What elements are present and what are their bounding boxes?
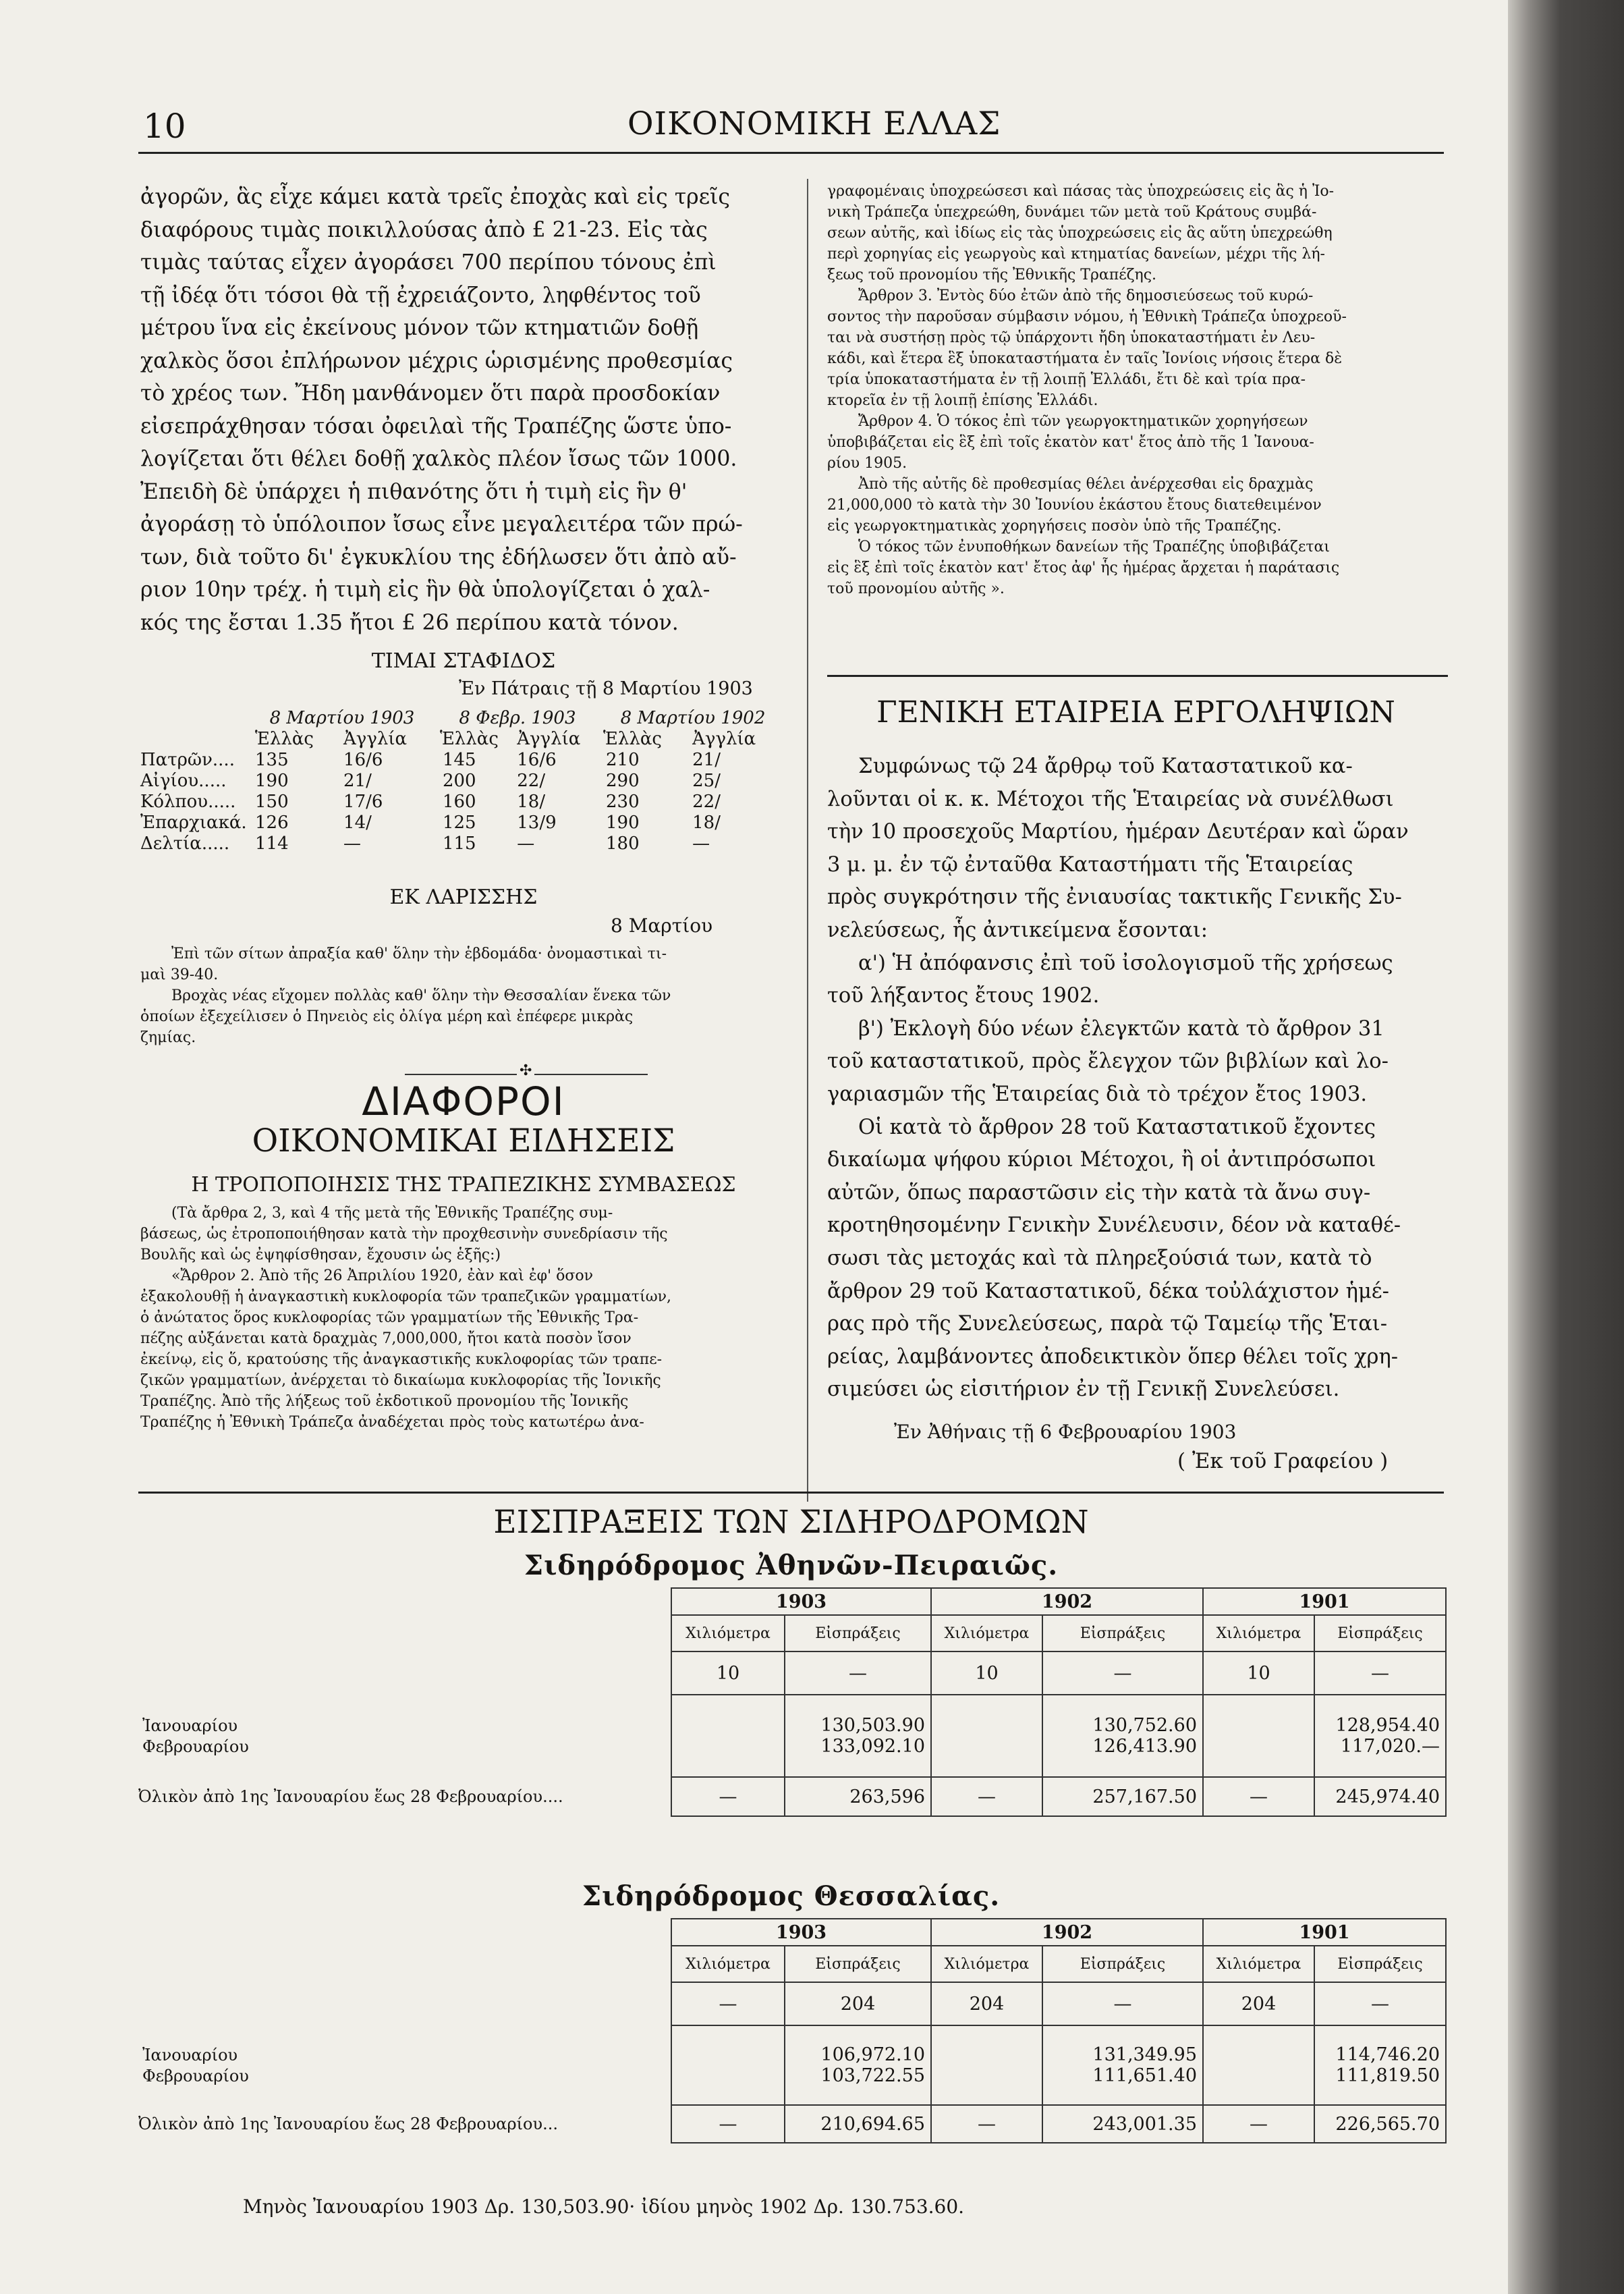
dash-cell: — xyxy=(931,1777,1042,1816)
place-cell: Πατρῶν.... xyxy=(140,749,235,770)
date-header: 8 Φεβρ. 1903 xyxy=(459,707,576,728)
notice-line: σιμεύσει ὡς εἰσιτήριον ἐν τῇ Γενικῇ Συνελεύσει. xyxy=(827,1377,1340,1402)
article-line: κός της ἔσται 1.35 ἤτοι £ 26 περίπου κατὰ τόνον. xyxy=(140,610,679,635)
revenue-value: 133,092.10 xyxy=(785,1736,931,1757)
col-label: Ἑλλὰς xyxy=(603,728,662,749)
continuation-line: τοῦ προνομίου αὐτῆς ». xyxy=(827,580,1005,597)
continuation-line: εἰς γεωργοκτηματικὰς χορηγήσεις ποσὸν ὑπὸ τῆς Τραπέζης. xyxy=(827,518,1282,535)
thessaly-railway-title: Σιδηρόδρομος Θεσσαλίας. xyxy=(582,1880,1001,1912)
table-row xyxy=(140,812,787,833)
raisin-place-date: Ἐν Πάτραις τῇ 8 Μαρτίου 1903 xyxy=(459,678,753,699)
section-subtitle: ΟΙΚΟΝΟΜΙΚΑΙ ΕΙΔΗΣΕΙΣ xyxy=(252,1122,675,1159)
notice-signature: ( Ἐκ τοῦ Γραφείου ) xyxy=(1177,1449,1389,1473)
amendment-line: ζικῶν γραμματίων, ἀνέρχεται τὸ δικαίωμα κυκλοφορίας τῆς Ἰονικῆς xyxy=(140,1372,661,1389)
amendment-title: Η ΤΡΟΠΟΠΟΙΗΣΙΣ ΤΗΣ ΤΡΑΠΕΖΙΚΗΣ ΣΥΜΒΑΣΕΩΣ xyxy=(191,1173,736,1197)
year-header: 1902 xyxy=(931,1588,1203,1615)
amendment-line: πέζης αὐξάνεται κατὰ δραχμὰς 7,000,000, ἤτοι κατὰ ποσὸν ἴσον xyxy=(140,1330,632,1347)
value-cell: 16/6 xyxy=(517,749,557,770)
value-cell: 160 xyxy=(442,791,476,812)
total-label: Ὀλικὸν ἀπὸ 1ης Ἰανουαρίου ἕως 28 Φεβρουαρίου.... xyxy=(138,1787,563,1806)
larissa-report xyxy=(140,944,787,1048)
article-line: εἰσεπράχθησαν τόσαι ὀφειλαὶ τῆς Τραπέζης ὥστε ὑπο- xyxy=(140,414,732,439)
copper-article xyxy=(140,181,787,639)
section-title: ΔΙΑΦΟΡΟΙ xyxy=(362,1078,565,1124)
continuation-line: ὑποβιβάζεται εἰς ἓξ ἐπὶ τοῖς ἑκατὸν κατ' ἔτος ἀπὸ τῆς 1 Ἰανουα- xyxy=(827,434,1314,451)
continuation-line: σοντος τὴν παροῦσαν σύμβασιν νόμου, ἡ Ἐθνικὴ Τράπεζα ὑποχρεοῦ- xyxy=(827,308,1347,325)
col-label: Ἀγγλία xyxy=(692,728,756,749)
amendment-line: «Ἄρθρον 2. Ἀπὸ τῆς 26 Ἀπριλίου 1920, ἐὰν καὶ ἐφ' ὅσον xyxy=(171,1267,594,1284)
revenue-value: 111,651.40 xyxy=(1042,2065,1203,2086)
raisin-prices-title: ΤΙΜΑΙ ΣΤΑΦΙΔΟΣ xyxy=(371,649,556,673)
railway-receipts-title: ΕΙΣΠΡΑΞΕΙΣ ΤΩΝ ΣΙΔΗΡΟΔΡΟΜΩΝ xyxy=(493,1504,1089,1541)
notice-line: πρὸς συγκρότησιν τῆς ἐνιαυσίας τακτικῆς Γενικῆς Συ- xyxy=(827,885,1402,910)
continuation-line: κάδι, καὶ ἕτερα ἓξ ὑποκαταστήματα ἐν ταῖς Ἰονίοις νήσοις ἕτερα δὲ xyxy=(827,350,1343,367)
revenue-value: 130,503.90 xyxy=(785,1715,931,1736)
notice-line: Συμφώνως τῷ 24 ἄρθρῳ τοῦ Καταστατικοῦ κα- xyxy=(858,755,1353,778)
month-label: Ἰανουαρίου xyxy=(142,1716,238,1735)
table-row xyxy=(140,791,787,812)
place-cell: Αἰγίου..... xyxy=(140,770,227,791)
year-header: 1903 xyxy=(671,1919,931,1946)
km-value: 10 xyxy=(1203,1651,1314,1695)
dash-cell: — xyxy=(931,2105,1042,2143)
km-value: 10 xyxy=(671,1651,785,1695)
table-row xyxy=(138,1736,1446,1757)
km-value: 204 xyxy=(785,1982,931,2025)
col-label: Ἀγγλία xyxy=(343,728,408,749)
continuation-line: σεων αὐτῆς, καὶ ἰδίως εἰς τὰς ὑποχρεώσεις εἰς ἃς αὕτη ὑπεχρεώθη xyxy=(827,225,1333,242)
total-value: 226,565.70 xyxy=(1314,2105,1446,2143)
col-label: Ἑλλὰς xyxy=(439,728,499,749)
revenue-value: 117,020.— xyxy=(1314,1736,1446,1757)
year-header: 1903 xyxy=(671,1588,931,1615)
amendment-line: Βουλῆς καὶ ὡς ἐψηφίσθησαν, ἔχουσιν ὡς ἑξῆς:) xyxy=(140,1247,501,1263)
km-header: Χιλιόμετρα xyxy=(671,1946,785,1982)
continuation-line: εἰς ἓξ ἐπὶ τοῖς ἑκατὸν κατ' ἔτος ἀφ' ἧς ἡμέρας ἄρχεται ἡ παράτασις xyxy=(827,559,1340,576)
amendment-line: Τραπέζης. Ἀπὸ τῆς λήξεως τοῦ ἐκδοτικοῦ προνομίου τῆς Ἰονικῆς xyxy=(140,1393,629,1410)
railway-footnote: Μηνὸς Ἰανουαρίου 1903 Δρ. 130,503.90· ἰδίου μηνὸς 1902 Δρ. 130.753.60. xyxy=(243,2195,965,2218)
book-spine-edge xyxy=(1508,0,1624,2294)
amendment-continuation xyxy=(827,181,1445,599)
revenue-value: 103,722.55 xyxy=(785,2065,931,2086)
year-header: 1902 xyxy=(931,1919,1203,1946)
total-value: 243,001.35 xyxy=(1042,2105,1203,2143)
value-cell: 210 xyxy=(606,749,640,770)
value-cell: 16/6 xyxy=(343,749,383,770)
value-cell: 190 xyxy=(606,812,640,833)
raisin-prices-table xyxy=(140,707,787,854)
total-row xyxy=(138,1777,1446,1816)
value-cell: 17/6 xyxy=(343,791,383,812)
section-rule xyxy=(138,1492,1444,1494)
col-label: Ἑλλὰς xyxy=(255,728,314,749)
athens-piraeus-railway-title: Σιδηρόδρομος Ἀθηνῶν-Πειραιῶς. xyxy=(524,1550,1059,1581)
continuation-line: Ὁ τόκος τῶν ἐνυποθήκων δανείων τῆς Τραπέζης ὑποβιβάζεται xyxy=(858,539,1331,555)
continuation-line: Ἄρθρον 4. Ὁ τόκος ἐπὶ τῶν γεωργοκτηματικῶν χορηγήσεων xyxy=(858,413,1308,430)
running-title: ΟΙΚΟΝΟΜΙΚΗ ΕΛΛΑΣ xyxy=(627,105,1001,142)
value-cell: 230 xyxy=(606,791,640,812)
amendment-line: ὁ ἀνώτατος ὅρος κυκλοφορίας τῶν γραμματίων τῆς Ἐθνικῆς Τρα- xyxy=(140,1309,639,1326)
amendment-line: ἐκείνῳ, εἰς ὅ, κρατούσης τῆς ἀναγκαστικῆς κυκλοφορίας τῶν τραπε- xyxy=(140,1351,663,1368)
continuation-line: ται νὰ συστήσῃ πρὸς τῷ ὑπάρχοντι ἤδη ὑποκαταστήματι ἐν Λευ- xyxy=(827,329,1316,346)
notice-line: γαριασμῶν τῆς Ἑταιρείας διὰ τὸ τρέχον ἔτος 1903. xyxy=(827,1082,1368,1106)
notice-line: ρας πρὸ τῆς Συνελεύσεως, παρὰ τῷ Ταμείῳ τῆς Ἑται- xyxy=(827,1312,1388,1336)
revenue-header: Εἰσπράξεις xyxy=(1314,1946,1446,1982)
notice-line: τὴν 10 προσεχοῦς Μαρτίου, ἡμέραν Δευτέραν καὶ ὥραν xyxy=(827,820,1409,844)
revenue-header: Εἰσπράξεις xyxy=(785,1946,931,1982)
notice-line: 3 μ. μ. ἐν τῷ ἐνταῦθα Καταστήματι τῆς Ἑταιρείας xyxy=(827,852,1353,877)
larissa-date: 8 Μαρτίου xyxy=(611,914,713,937)
dash-cell: — xyxy=(1042,1651,1203,1695)
value-cell: 25/ xyxy=(692,770,721,791)
report-line: μαὶ 39-40. xyxy=(140,966,219,983)
revenue-header: Εἰσπράξεις xyxy=(1314,1615,1446,1651)
notice-line: λοῦνται οἱ κ. κ. Μέτοχοι τῆς Ἑταιρείας νὰ συνέλθωσι xyxy=(827,787,1394,811)
total-label: Ὀλικὸν ἀπὸ 1ης Ἰανουαρίου ἕως 28 Φεβρουαρίου... xyxy=(138,2114,558,2133)
revenue-value: 126,413.90 xyxy=(1042,1736,1203,1757)
date-header: 8 Μαρτίου 1903 xyxy=(269,707,415,728)
table-row xyxy=(140,833,787,854)
value-cell: 200 xyxy=(442,770,476,791)
amendment-line: (Τὰ ἄρθρα 2, 3, καὶ 4 τῆς μετὰ τῆς Ἐθνικῆς Τραπέζης συμ- xyxy=(171,1205,613,1222)
table-row xyxy=(138,2044,1446,2065)
amendment-line: Τραπέζης ἡ Ἐθνικὴ Τράπεζα ἀναδέχεται πρὸς τοὺς κατωτέρω ἀνα- xyxy=(140,1414,644,1431)
value-cell: 115 xyxy=(442,833,476,854)
article-line: τῇ ἰδέᾳ ὅτι τόσοι θὰ τῇ ἐχρειάζοντο, ληφθέντος τοῦ xyxy=(140,283,701,308)
company-title: ΓΕΝΙΚΗ ΕΤΑΙΡΕΙΑ ΕΡΓΟΛΗΨΙΩΝ xyxy=(876,695,1395,730)
year-header: 1901 xyxy=(1203,1919,1446,1946)
article-line: τιμὰς ταύτας εἶχεν ἀγοράσει 700 περίπου τόνους ἐπὶ xyxy=(140,250,717,275)
notice-line: κροτηθησομένην Γενικὴν Συνέλευσιν, δέον νὰ καταθέ- xyxy=(827,1213,1401,1238)
value-cell: 18/ xyxy=(517,791,546,812)
amendment-text xyxy=(140,1203,787,1433)
notice-line: νελεύσεως, ἧς ἀντικείμενα ἔσονται: xyxy=(827,918,1208,942)
km-value: 204 xyxy=(1203,1982,1314,2025)
dash-cell: — xyxy=(1042,1982,1203,2025)
dash-cell: — xyxy=(1203,2105,1314,2143)
continuation-line: Ἄρθρον 3. Ἐντὸς δύο ἐτῶν ἀπὸ τῆς δημοσιεύσεως τοῦ κυρώ- xyxy=(858,288,1314,304)
value-cell: 18/ xyxy=(692,812,721,833)
notice-line: β') Ἐκλογὴ δύο νέων ἐλεγκτῶν κατὰ τὸ ἄρθρον 31 xyxy=(858,1016,1384,1041)
value-cell: 21/ xyxy=(343,770,372,791)
dash-cell: — xyxy=(1314,1982,1446,2025)
article-line: μέτρου ἵνα εἰς ἐκείνους μόνον τῶν κτηματιῶν δοθῇ xyxy=(140,316,699,340)
dash-cell: — xyxy=(671,2105,785,2143)
continuation-line: ρίου 1905. xyxy=(827,455,907,472)
value-cell: 180 xyxy=(606,833,640,854)
article-line: Ἐπειδὴ δὲ ὑπάρχει ἡ πιθανότης ὅτι ἡ τιμὴ εἰς ἣν θ' xyxy=(140,479,688,504)
value-cell: 114 xyxy=(255,833,289,854)
value-cell: — xyxy=(343,833,362,854)
article-line: λογίζεται ὅτι θέλει δοθῇ χαλκὸς πλέον ἴσως τῶν 1000. xyxy=(140,447,737,471)
continuation-line: τρία ὑποκαταστήματα ἐν τῇ λοιπῇ Ἑλλάδι, ἔτι δὲ καὶ τρία πρα- xyxy=(827,371,1306,388)
value-cell: 21/ xyxy=(692,749,721,770)
notice-line: αὐτῶν, ὅπως παραστῶσιν εἰς τὴν κατὰ τὰ ἄνω συγ- xyxy=(827,1180,1371,1205)
article-line: ριον 10ην τρέχ. ἡ τιμὴ εἰς ἣν θὰ ὑπολογίζεται ὁ χαλ- xyxy=(140,578,710,602)
value-cell: 135 xyxy=(255,749,289,770)
month-label: Φεβρουαρίου xyxy=(142,1737,249,1756)
athens-piraeus-table xyxy=(138,1587,1447,1817)
total-value: 245,974.40 xyxy=(1314,1777,1446,1816)
value-cell: 145 xyxy=(442,749,476,770)
company-notice xyxy=(827,750,1445,1407)
value-cell: 22/ xyxy=(692,791,721,812)
report-line: ὁποίων ἐξεχείλισεν ὁ Πηνειὸς εἰς ὀλίγα μέρη καὶ ἐπέφερε μικρὰς xyxy=(140,1008,634,1025)
km-header: Χιλιόμετρα xyxy=(1203,1946,1314,1982)
column-divider xyxy=(807,179,808,1502)
place-cell: Ἐπαρχιακά. xyxy=(140,812,247,833)
month-label: Φεβρουαρίου xyxy=(142,2066,249,2085)
value-cell: 190 xyxy=(255,770,289,791)
larissa-title: ΕΚ ΛΑΡΙΣΣΗΣ xyxy=(389,885,538,909)
report-line: ζημίας. xyxy=(140,1029,196,1046)
total-value: 257,167.50 xyxy=(1042,1777,1203,1816)
article-line: ἀγορῶν, ἃς εἶχε κάμει κατὰ τρεῖς ἐποχὰς καὶ εἰς τρεῖς xyxy=(140,185,731,209)
km-header: Χιλιόμετρα xyxy=(1203,1615,1314,1651)
value-cell: 13/9 xyxy=(517,812,557,833)
revenue-value: 114,746.20 xyxy=(1314,2044,1446,2065)
revenue-value: 131,349.95 xyxy=(1042,2044,1203,2065)
notice-line: α') Ἡ ἀπόφανσις ἐπὶ τοῦ ἰσολογισμοῦ τῆς χρήσεως xyxy=(858,951,1393,975)
article-line: διαφόρους τιμὰς ποικιλλούσας ἀπὸ £ 21-23. Εἰς τὰς xyxy=(140,217,708,242)
continuation-line: γραφομέναις ὑποχρεώσεσι καὶ πάσας τὰς ὑποχρεώσεις εἰς ἃς ἡ Ἰο- xyxy=(827,183,1335,200)
continuation-line: κτορεῖα ἐν τῇ λοιπῇ ἐπίσης Ἑλλάδι. xyxy=(827,392,1098,409)
amendment-line: βάσεως, ὡς ἐτροποποιήθησαν κατὰ τὴν προχθεσινὴν συνεδρίασιν τῆς xyxy=(140,1226,668,1242)
value-cell: — xyxy=(692,833,710,854)
article-line: χαλκὸς ὅσοι ἐπλήρωνον μέχρις ὡρισμένης προθεσμίας xyxy=(140,348,733,373)
km-header: Χιλιόμετρα xyxy=(931,1946,1042,1982)
total-row xyxy=(138,2105,1446,2143)
table-row xyxy=(140,770,787,791)
article-line: τὸ χρέος των. Ἤδη μανθάνομεν ὅτι παρὰ προσδοκίαν xyxy=(140,381,721,406)
notice-line: σωσι τὰς μετοχάς καὶ τὰ πληρεξούσιά των, κατὰ τὸ xyxy=(827,1246,1372,1270)
notice-line: ρείας, λαμβάνοντες ἀποδεικτικὸν ὅπερ θέλει τοῖς χρη- xyxy=(827,1344,1399,1369)
km-value: 10 xyxy=(931,1651,1042,1695)
article-line: των, διὰ τοῦτο δι' ἐγκυκλίου της ἐδήλωσεν ὅτι ἀπὸ αὔ- xyxy=(140,545,737,570)
revenue-header: Εἰσπράξεις xyxy=(1042,1615,1203,1651)
revenue-value: 111,819.50 xyxy=(1314,2065,1446,2086)
col-label: Ἀγγλία xyxy=(517,728,581,749)
dash-cell: — xyxy=(1314,1651,1446,1695)
revenue-value: 128,954.40 xyxy=(1314,1715,1446,1736)
place-cell: Δελτία..... xyxy=(140,833,230,854)
table-row xyxy=(138,2065,1446,2086)
dash-cell: — xyxy=(785,1651,931,1695)
dash-cell: — xyxy=(671,1777,785,1816)
value-cell: 150 xyxy=(255,791,289,812)
revenue-header: Εἰσπράξεις xyxy=(1042,1946,1203,1982)
continuation-line: περὶ χορηγίας εἰς γεωργοὺς καὶ κτηματίας δανείων, μέχρι τῆς λή- xyxy=(827,246,1325,263)
continuation-line: Ἀπὸ τῆς αὐτῆς δὲ προθεσμίας θέλει ἀνέρχεσθαι εἰς δραχμὰς xyxy=(858,476,1314,493)
value-cell: 290 xyxy=(606,770,640,791)
place-cell: Κόλπου..... xyxy=(140,791,236,812)
notice-line: ἄρθρον 29 τοῦ Καταστατικοῦ, δέκα τοὐλάχιστον ἡμέ- xyxy=(827,1279,1389,1303)
month-label: Ἰανουαρίου xyxy=(142,2045,238,2065)
total-value: 263,596 xyxy=(785,1777,931,1816)
notice-line: τοῦ λήξαντος ἔτους 1902. xyxy=(827,984,1100,1008)
value-cell: 126 xyxy=(255,812,289,833)
value-cell: — xyxy=(517,833,535,854)
year-header: 1901 xyxy=(1203,1588,1446,1615)
total-value: 210,694.65 xyxy=(785,2105,931,2143)
dash-cell: — xyxy=(1203,1777,1314,1816)
notice-line: δικαίωμα ψήφου κύριοι Μέτοχοι, ἢ οἱ ἀντιπρόσωποι xyxy=(827,1148,1376,1172)
report-line: Ἐπὶ τῶν σίτων ἀπραξία καθ' ὅλην τὴν ἑβδομάδα· ὀνομαστικαὶ τι- xyxy=(171,946,667,962)
ornament-icon: ✣ xyxy=(517,1062,534,1079)
notice-place-date: Ἐν Ἀθήναις τῇ 6 Φεβρουαρίου 1903 xyxy=(894,1421,1237,1443)
article-line: ἀγοράσῃ τὸ ὑπόλοιπον ἴσως εἶνε μεγαλειτέρα τῶν πρώ- xyxy=(140,512,743,537)
km-header: Χιλιόμετρα xyxy=(931,1615,1042,1651)
revenue-value: 106,972.10 xyxy=(785,2044,931,2065)
value-cell: 125 xyxy=(442,812,476,833)
km-header: Χιλιόμετρα xyxy=(671,1615,785,1651)
dash-cell: — xyxy=(671,1982,785,2025)
table-row xyxy=(140,749,787,770)
value-cell: 14/ xyxy=(343,812,372,833)
notice-line: Οἱ κατὰ τὸ ἄρθρον 28 τοῦ Καταστατικοῦ ἔχοντες xyxy=(858,1115,1376,1139)
continuation-line: ξεως τοῦ προνομίου τῆς Ἐθνικῆς Τραπέζης. xyxy=(827,267,1157,283)
table-row xyxy=(138,1715,1446,1736)
continuation-line: 21,000,000 τὸ κατὰ τὴν 30 Ἰουνίου ἑκάστου ἔτους διατεθειμένον xyxy=(827,497,1322,514)
notice-line: τοῦ καταστατικοῦ, πρὸς ἔλεγχον τῶν βιβλίων καὶ λο- xyxy=(827,1049,1389,1074)
section-rule xyxy=(827,675,1448,677)
thessaly-table xyxy=(138,1918,1447,2143)
header-rule xyxy=(138,152,1444,154)
continuation-line: νικὴ Τράπεζα ὑπεχρεώθη, δυνάμει τῶν μετὰ τοῦ Κράτους συμβά- xyxy=(827,204,1317,221)
page-number: 10 xyxy=(143,107,186,146)
date-header: 8 Μαρτίου 1902 xyxy=(620,707,766,728)
report-line: Βροχὰς νέας εἴχομεν πολλὰς καθ' ὅλην τὴν Θεσσαλίαν ἕνεκα τῶν xyxy=(171,987,671,1004)
revenue-header: Εἰσπράξεις xyxy=(785,1615,931,1651)
revenue-value: 130,752.60 xyxy=(1042,1715,1203,1736)
amendment-line: ἐξακολουθῇ ἡ ἀναγκαστικὴ κυκλοφορία τῶν τραπεζικῶν γραμματίων, xyxy=(140,1288,672,1305)
km-value: 204 xyxy=(931,1982,1042,2025)
value-cell: 22/ xyxy=(517,770,546,791)
